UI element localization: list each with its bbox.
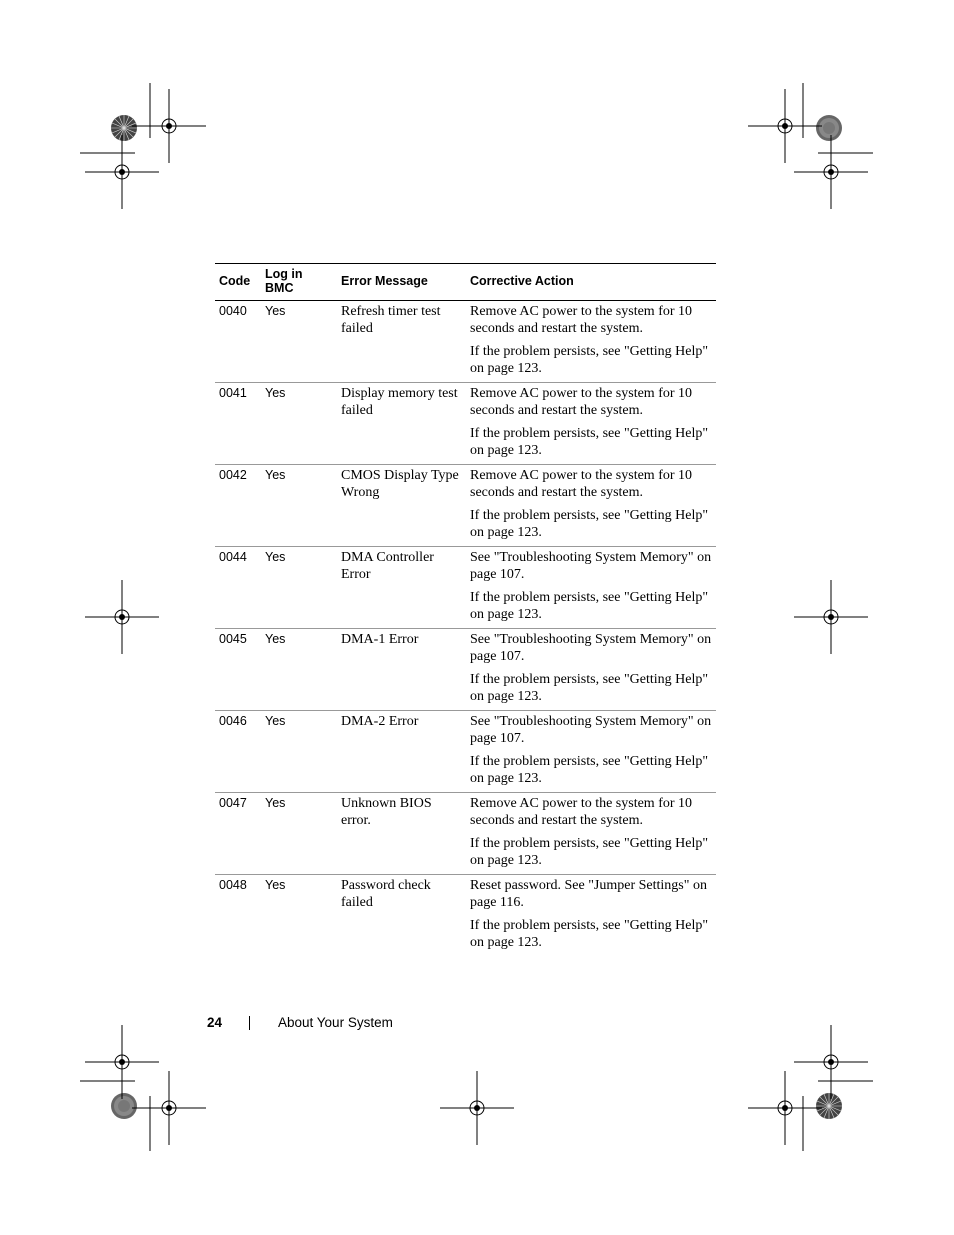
action-step: See "Troubleshooting System Memory" on page 107.	[470, 550, 712, 582]
cell-action	[466, 711, 716, 793]
action-step: Remove AC power to the system for 10 seconds and restart the system.	[470, 304, 693, 336]
cell-log: Yes	[261, 383, 337, 465]
action-step: If the problem persists, see "Getting Help" on page 123.	[470, 918, 709, 950]
cell-log: Yes	[261, 629, 337, 711]
cell-action	[466, 465, 716, 547]
action-step: If the problem persists, see "Getting Help" on page 123.	[470, 426, 709, 458]
cell-message: DMA-1 Error	[337, 629, 466, 711]
action-step: Remove AC power to the system for 10 seconds and restart the system.	[470, 468, 693, 500]
table-row	[215, 875, 716, 957]
table-row	[215, 465, 716, 547]
cell-code: 0046	[215, 711, 261, 793]
action-step: If the problem persists, see "Getting Help" on page 123.	[470, 754, 709, 786]
cell-log: Yes	[261, 465, 337, 547]
cell-code: 0047	[215, 793, 261, 875]
header-error-message: Error Message	[337, 264, 466, 301]
cell-log: Yes	[261, 547, 337, 629]
header-log-in-bmc: Log in BMC	[261, 264, 337, 301]
cell-action	[466, 629, 716, 711]
cell-action	[466, 793, 716, 875]
cell-action	[466, 301, 716, 383]
footer-divider	[249, 1016, 250, 1030]
action-step: Remove AC power to the system for 10 seconds and restart the system.	[470, 386, 693, 418]
action-step: Remove AC power to the system for 10 seconds and restart the system.	[470, 796, 693, 828]
cell-action	[466, 875, 716, 957]
table-row	[215, 383, 716, 465]
page-number: 24	[207, 1015, 223, 1030]
cell-message: DMA-2 Error	[337, 711, 466, 793]
cell-action	[466, 547, 716, 629]
section-title: About Your System	[278, 1015, 393, 1030]
table-header-row	[215, 264, 716, 301]
header-code: Code	[215, 264, 261, 301]
cell-code: 0042	[215, 465, 261, 547]
cell-message: Refresh timer test failed	[337, 301, 466, 383]
cell-log: Yes	[261, 711, 337, 793]
cell-message: Password check failed	[341, 878, 431, 910]
header-corrective-action: Corrective Action	[466, 264, 716, 301]
cell-message: DMA Controller Error	[337, 547, 466, 629]
action-step: If the problem persists, see "Getting Help" on page 123.	[470, 672, 709, 704]
action-step: If the problem persists, see "Getting Help" on page 123.	[470, 344, 709, 376]
action-step: If the problem persists, see "Getting Help" on page 123.	[470, 508, 709, 540]
cell-message: CMOS Display Type Wrong	[337, 465, 466, 547]
action-step: If the problem persists, see "Getting Help" on page 123.	[470, 590, 709, 622]
table-row	[215, 711, 716, 793]
cell-message: Display memory test failed	[337, 383, 466, 465]
cell-code: 0041	[215, 383, 261, 465]
action-step: Reset password. See "Jumper Settings" on page 116.	[470, 878, 707, 910]
table-row	[215, 547, 716, 629]
cell-action	[466, 383, 716, 465]
action-step: See "Troubleshooting System Memory" on page 107.	[470, 632, 712, 664]
cell-code: 0045	[215, 629, 261, 711]
action-step: See "Troubleshooting System Memory" on page 107.	[470, 714, 712, 746]
cell-log: Yes	[261, 793, 337, 875]
cell-code: 0044	[215, 547, 261, 629]
cell-message: Unknown BIOS error.	[337, 793, 466, 875]
table-row	[215, 629, 716, 711]
action-step: If the problem persists, see "Getting Help" on page 123.	[470, 836, 709, 868]
cell-log: Yes	[265, 878, 286, 892]
cell-log: Yes	[261, 301, 337, 383]
table-row	[215, 301, 716, 383]
cell-code: 0048	[219, 878, 247, 892]
table-row	[215, 793, 716, 875]
cell-code: 0040	[215, 301, 261, 383]
error-code-table	[215, 263, 716, 956]
